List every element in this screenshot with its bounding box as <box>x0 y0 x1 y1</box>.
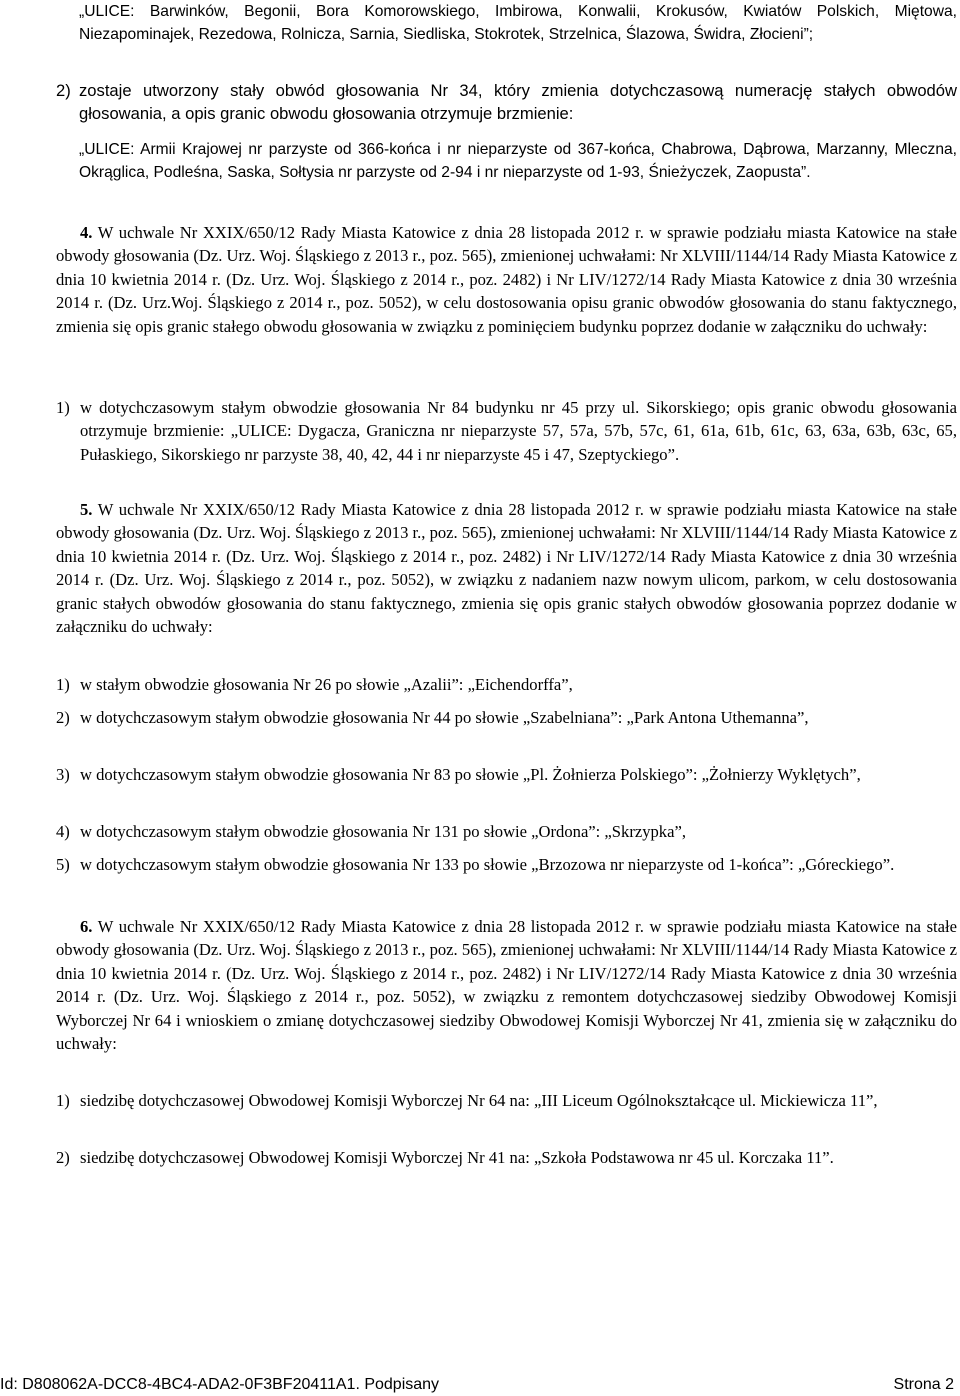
item-text: zostaje utworzony stały obwód głosowania Nr 34, który zmienia dotychczasową numerację stałych obwodów głosowania, a opis granic obwodu głosowania otrzymuje brzmienie: <box>79 81 957 124</box>
item-number: 2) <box>56 81 71 100</box>
item-number: 3) <box>56 765 70 784</box>
list-item <box>56 763 957 786</box>
item-number: 1) <box>56 398 70 417</box>
item-text: siedzibę dotychczasowej Obwodowej Komisji Wyborczej Nr 41 na: „Szkoła Podstawowa nr 45 ul. Korczaka 11”. <box>80 1148 834 1167</box>
item-text: w dotychczasowym stałym obwodzie głosowania Nr 83 po słowie „Pl. Żołnierza Polskiego”: „Żołnierzy Wyklętych”, <box>80 765 861 784</box>
streets-description: „ULICE: Armii Krajowej nr parzyste od 366-końca i nr nieparzyste od 367-końca, Chabrowa, Dąbrowa, Marzanny, Mleczna, Okrąglica, Podleśna, Saska, Sołtysia nr parzyste od 2-94 i nr nieparzyste od 1-93, Śnieżyczek, Zaopusta”. <box>79 141 957 182</box>
item-number: 4) <box>56 822 70 841</box>
item-text: siedzibę dotychczasowej Obwodowej Komisji Wyborczej Nr 64 na: „III Liceum Ogólnokształcące ul. Mickiewicza 11”, <box>80 1091 878 1110</box>
item-number: 2) <box>56 708 70 727</box>
section-number: 6. <box>80 917 93 936</box>
list-item <box>56 853 957 876</box>
list-item <box>56 673 957 696</box>
document-id: Id: D808062A-DCC8-4BC4-ADA2-0F3BF20411A1. Podpisany <box>0 1376 440 1393</box>
list-item <box>56 1146 957 1169</box>
item-text: w stałym obwodzie głosowania Nr 26 po słowie „Azalii”: „Eichendorffa”, <box>80 675 573 694</box>
item-text: w dotychczasowym stałym obwodzie głosowania Nr 44 po słowie „Szabelniana”: „Park Antona Uthemanna”, <box>80 708 809 727</box>
section-text: W uchwale Nr XXIX/650/12 Rady Miasta Katowice z dnia 28 listopada 2012 r. w sprawie podziału miasta Katowice na stałe obwody głosowania (Dz. Urz. Woj. Śląskiego z 2013 r., poz. 565), zmienionej uchwałami: Nr XLVIII/1144/14 Rady Miasta Katowice z dnia 10 kwietnia 2014 r. (Dz. Urz. Woj. Śląskiego z 2014 r., poz. 2482) i Nr LIV/1272/14 Rady Miasta Katowice z dnia 30 września 2014 r. (Dz. Urz. Woj. Śląskiego z 2014 r., poz. 5052), w związku z remontem dotychczasowej siedziby Obwodowej Komisji Wyborczej Nr 64 i wnioskiem o zmianę dotychczasowej siedziby Obwodowej Komisji Wyborczej Nr 41, zmienia się w załączniku do uchwały: <box>56 917 957 1054</box>
page-number: Strona 2 <box>893 1376 954 1393</box>
list-item <box>56 1089 957 1112</box>
list-item <box>56 396 957 466</box>
item-number: 5) <box>56 855 70 874</box>
section-number: 5. <box>80 500 93 519</box>
item-text: w dotychczasowym stałym obwodzie głosowania Nr 84 budynku nr 45 przy ul. Sikorskiego; opis granic obwodu głosowania otrzymuje brzmienie: „ULICE: Dygacza, Graniczna nr nieparzyste 57, 57a, 57b, 57c, 61, 61a, 61b, 61c, 63, 63a, 63b, 63c, 65, Pułaskiego, Sikorskiego nr parzyste 38, 40, 42, 44 i nr nieparzyste 45 i 47, Szeptyckiego”. <box>80 398 957 464</box>
item-number: 2) <box>56 1148 70 1167</box>
item-text: w dotychczasowym stałym obwodzie głosowania Nr 131 po słowie „Ordona”: „Skrzypka”, <box>80 822 686 841</box>
section-6-paragraph <box>56 915 957 1055</box>
streets-continued: „ULICE: Barwinków, Begonii, Bora Komorowskiego, Imbirowa, Konwalii, Krokusów, Kwiatów Polskich, Miętowa, Niezapominajek, Rezedowa, Rolnicza, Sarnia, Siedliska, Stokrotek, Strzelnica, Ślazowa, Świdra, Złocieni”; <box>79 3 957 44</box>
item-number: 1) <box>56 1091 70 1110</box>
list-item <box>56 820 957 843</box>
section-number: 4. <box>80 223 93 242</box>
section-text: W uchwale Nr XXIX/650/12 Rady Miasta Katowice z dnia 28 listopada 2012 r. w sprawie podziału miasta Katowice na stałe obwody głosowania (Dz. Urz. Woj. Śląskiego z 2013 r., poz. 565), zmienionej uchwałami: Nr XLVIII/1144/14 Rady Miasta Katowice z dnia 10 kwietnia 2014 r. (Dz. Urz. Woj. Śląskiego z 2014 r., poz. 2482) i Nr LIV/1272/14 Rady Miasta Katowice z dnia 30 września 2014 r. (Dz. Urz. Woj. Śląskiego z 2014 r., poz. 5052), w związku z nadaniem nazw nowym ulicom, parkom, w celu dostosowania granic stałych obwodów głosowania do stanu faktycznego, zmienia się opis granic stałych obwodów głosowania poprzez dodanie w załączniku do uchwały: <box>56 500 957 637</box>
list-item <box>56 706 957 729</box>
section-5-paragraph <box>56 498 957 638</box>
list-item <box>56 79 957 126</box>
item-text: w dotychczasowym stałym obwodzie głosowania Nr 133 po słowie „Brzozowa nr nieparzyste od 1-końca”: „Góreckiego”. <box>80 855 895 874</box>
section-4-paragraph <box>56 221 957 338</box>
section-text: W uchwale Nr XXIX/650/12 Rady Miasta Katowice z dnia 28 listopada 2012 r. w sprawie podziału miasta Katowice na stałe obwody głosowania (Dz. Urz. Woj. Śląskiego z 2013 r., poz. 565), zmienionej uchwałami: Nr XLVIII/1144/14 Rady Miasta Katowice z dnia 10 kwietnia 2014 r. (Dz. Urz. Woj. Śląskiego z 2014 r., poz. 2482) i Nr LIV/1272/14 Rady Miasta Katowice z dnia 30 września 2014 r. (Dz. Urz.Woj. Śląskiego z 2014 r., poz. 5052), w celu dostosowania opisu granic obwodów głosowania do stanu faktycznego, zmienia się opis granic stałego obwodu głosowania w związku z pominięciem budynku poprzez dodanie w załączniku do uchwały: <box>56 223 957 336</box>
item-number: 1) <box>56 675 70 694</box>
